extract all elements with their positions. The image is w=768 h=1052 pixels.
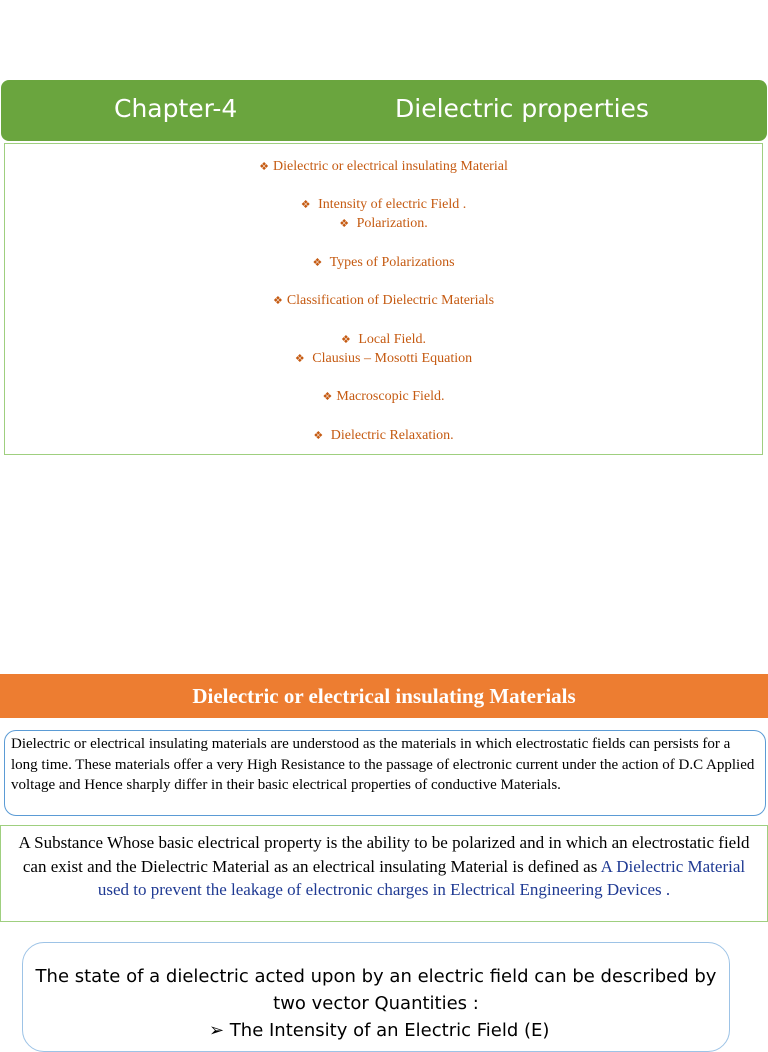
chapter-header <box>1 80 767 141</box>
diamond-bullet-icon: ❖ <box>259 160 270 173</box>
list-item: ❖ Local Field. <box>340 332 427 347</box>
diamond-bullet-icon: ❖ <box>272 294 283 307</box>
list-item: ❖ Dielectric or electrical insulating Material <box>259 159 508 174</box>
vector-list-item: ➢ The Intensity of an Electric Field (E) <box>209 1020 550 1041</box>
diamond-bullet-icon: ❖ <box>340 333 351 346</box>
list-item: ❖ Polarization. <box>339 216 428 231</box>
list-item: ❖ Clausius – Mosotti Equation <box>294 351 473 366</box>
property-text: A Substance Whose basic electrical property is the ability to be polarized and in which an electrostatic field can exist and the Dielectric Material as an electrical insulating Material is defined as <box>18 833 750 876</box>
definition-text: Dielectric or electrical insulating materials are understood as the materials in which electrostatic fields can persists for a long time. These materials offer a very High Resistance to the passage of electronic current under the action of D.C Applied voltage and Hence sharply differ in their basic electrical properties of conductive Materials. <box>11 736 755 793</box>
diamond-bullet-icon: ❖ <box>339 217 350 230</box>
diamond-bullet-icon: ❖ <box>313 429 324 442</box>
vector-text: The state of a dielectric acted upon by an electric field can be described by two vector Quantities : <box>35 966 717 1014</box>
diamond-bullet-icon: ❖ <box>294 352 305 365</box>
list-item: ❖ Dielectric Relaxation. <box>313 428 454 443</box>
topics-list <box>4 143 763 455</box>
list-item: ❖ Intensity of electric Field . <box>300 197 467 212</box>
vector-quantities-box <box>22 942 730 1052</box>
chapter-number: Chapter-4 <box>114 94 238 123</box>
list-item: ❖ Macroscopic Field. <box>322 389 445 404</box>
list-item: ❖ Types of Polarizations <box>312 255 455 270</box>
diamond-bullet-icon: ❖ <box>300 198 311 211</box>
list-item: ❖ Classification of Dielectric Materials <box>272 293 495 308</box>
property-highlight: A Dielectric Material used to prevent the leakage of electronic charges in Electrical Engineering Devices . <box>97 856 746 899</box>
definition-box <box>4 730 766 816</box>
property-box <box>0 825 768 922</box>
chapter-title: Dielectric properties <box>395 94 649 123</box>
diamond-bullet-icon: ❖ <box>312 256 323 269</box>
diamond-bullet-icon: ❖ <box>322 390 333 403</box>
section-banner: Dielectric or electrical insulating Materials <box>0 674 768 718</box>
